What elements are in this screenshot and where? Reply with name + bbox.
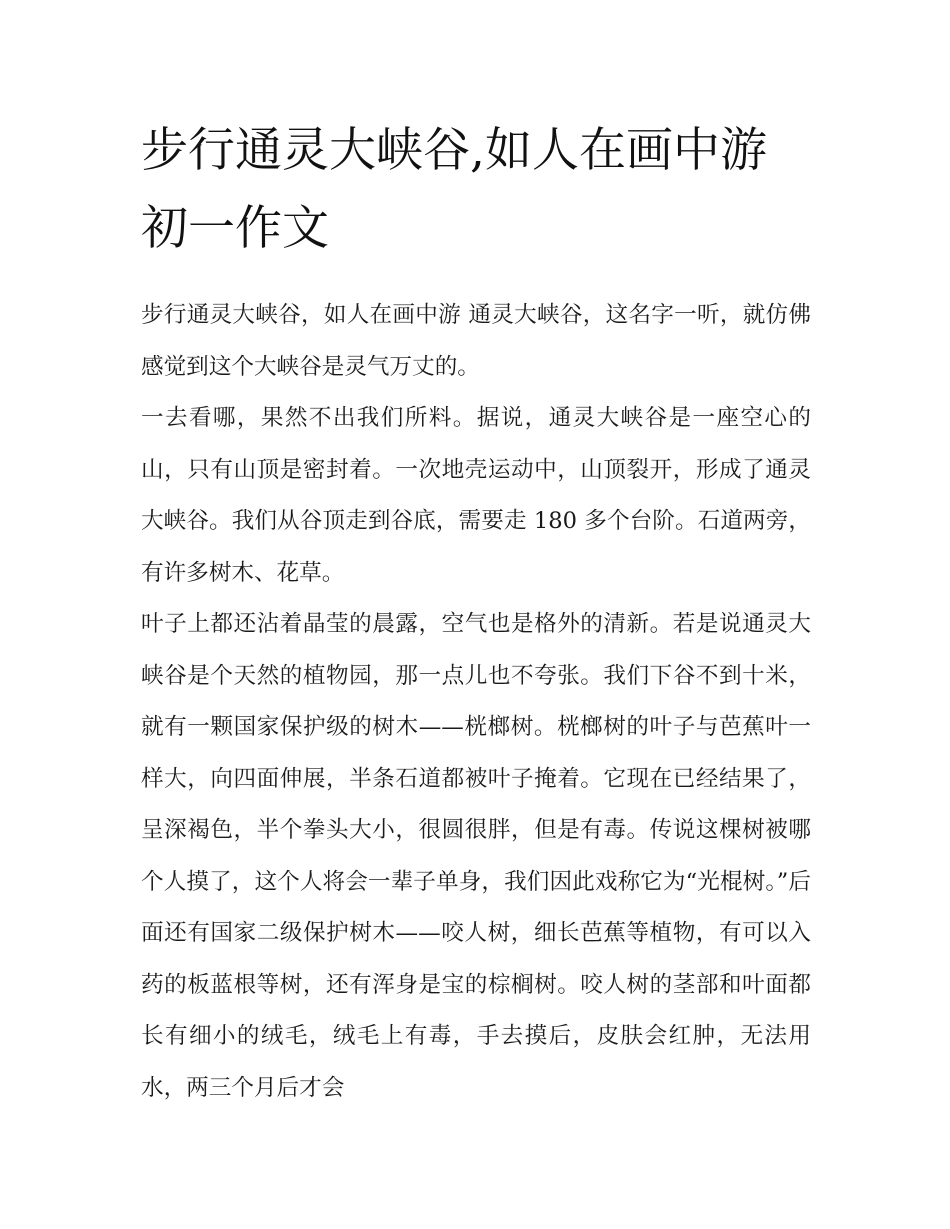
- paragraph-plants: 叶子上都还沾着晶莹的晨露，空气也是格外的清新。若是说通灵大峡谷是个天然的植物园，那一点儿也不夸张。我们下谷不到十米，就有一颗国家保护级的树木——桄榔树。桄榔树的叶子与芭蕉叶一样大，向四面伸展，半条石道都被叶子掩着。它现在已经结果了，呈深褐色，半个拳头大小，很圆很胖，但是有毒。传说这棵树被哪个人摸了，这个人将会一辈子单身，我们因此戏称它为“光棍树。”后面还有国家二级保护树木——咬人树，细长芭蕉等植物，有可以入药的板蓝根等树，还有浑身是宝的棕榈树。咬人树的茎部和叶面都长有细小的绒毛，绒毛上有毒，手去摸后，皮肤会红肿，无法用水，两三个月后才会: [141, 611, 811, 1101]
- paragraph-intro: 步行通灵大峡谷，如人在画中游 通灵大峡谷，这名字一听，就仿佛感觉到这个大峡谷是灵气万丈的。: [141, 302, 811, 380]
- document-title: 步行通灵大峡谷,如人在画中游初一作文: [141, 123, 767, 256]
- document-page: [141, 112, 811, 1114]
- paragraph-canyon-origin: 一去看哪，果然不出我们所料。据说，通灵大峡谷是一座空心的山，只有山顶是密封着。一次地壳运动中，山顶裂开，形成了通灵大峡谷。我们从谷顶走到谷底，需要走 180 多个台阶。石道两旁，有许多树木、花草。: [141, 405, 811, 586]
